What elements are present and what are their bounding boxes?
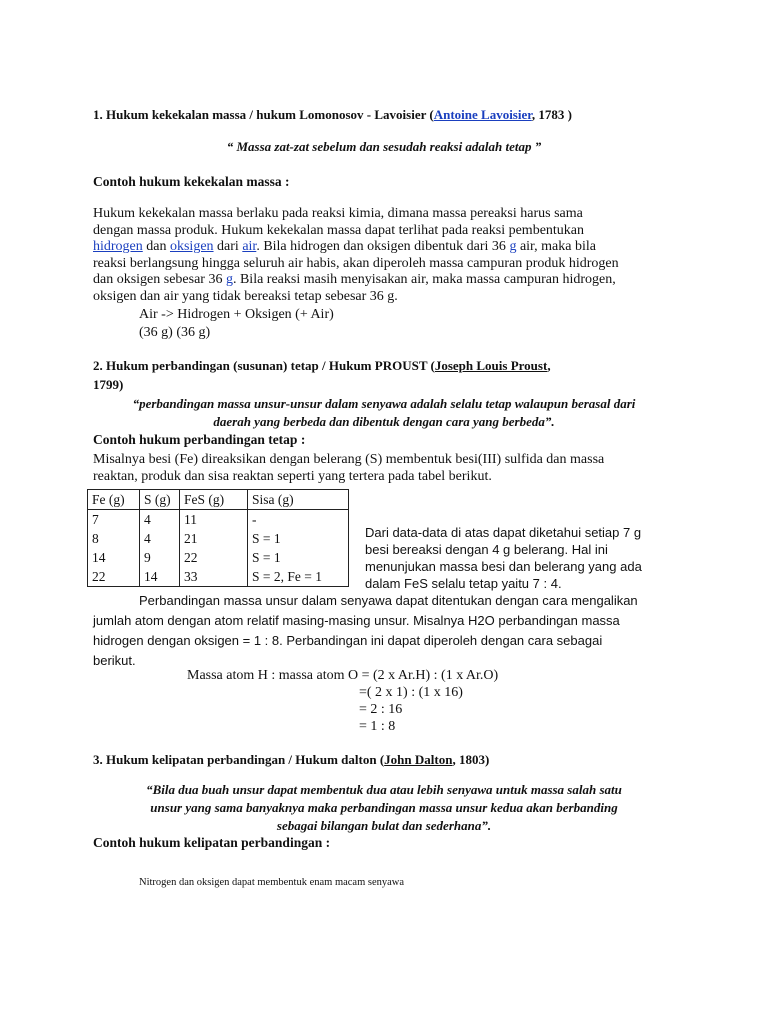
lavoisier-link[interactable]: Antoine Lavoisier	[433, 107, 532, 122]
side-note-line4: dalam FeS selalu tetap yaitu 7 : 4.	[365, 576, 562, 591]
section1-heading-text: 1. Hukum kekekalan massa / hukum Lomonosov - Lavoisier (	[93, 107, 434, 122]
table-cell: S = 1	[248, 529, 349, 548]
table-cell: -	[248, 510, 349, 530]
calc-line1: Massa atom H : massa atom O = (2 x Ar.H) : (1 x Ar.O)	[187, 668, 499, 683]
table-cell: 14	[140, 567, 180, 587]
section3-heading	[93, 752, 489, 768]
section3-heading-year: , 1803)	[452, 752, 490, 767]
section1-line5	[93, 272, 619, 289]
para-line3: hidrogen dengan oksigen = 1 : 8. Perbandingan ini dapat diperoleh dengan cara sebagai	[93, 633, 603, 648]
table-cell: 33	[180, 567, 248, 587]
section1-line1: Hukum kekekalan massa berlaku pada reaksi kimia, dimana massa pereaksi harus sama	[93, 206, 583, 221]
section3-example-heading: Contoh hukum kelipatan perbandingan :	[93, 835, 331, 850]
calc-line3: = 2 : 16	[359, 702, 403, 717]
section2-quote-line1: “perbandingan massa unsur-unsur dalam senyawa adalah selalu tetap walaupun berasal dari	[132, 396, 636, 411]
table-cell: 22	[88, 567, 140, 587]
air-link[interactable]: air	[242, 239, 257, 255]
section3-quote-line3: sebagai bilangan bulat dan sederhana”.	[276, 818, 492, 833]
section1-line6: oksigen dan air yang tidak bereaksi tetap sebesar 36 g.	[93, 288, 398, 304]
text-fragment: dari	[213, 239, 243, 255]
reaction-masses: (36 g) (36 g)	[139, 325, 211, 340]
text-fragment: ,	[547, 358, 551, 373]
para-line2: jumlah atom dengan atom relatif masing-masing unsur. Misalnya H2O perbandingan massa	[93, 613, 620, 628]
para-line4: berikut.	[93, 653, 136, 668]
table-cell: 4	[140, 510, 180, 530]
oksigen-link[interactable]: oksigen	[169, 239, 214, 255]
dalton-name: John Dalton	[384, 752, 453, 767]
side-note-line2: besi bereaksi dengan 4 g belerang. Hal ini	[365, 542, 608, 557]
section2-example-heading: Contoh hukum perbandingan tetap :	[93, 432, 306, 447]
table-row	[88, 529, 349, 548]
section2-heading-year: 1799)	[93, 377, 124, 392]
section1-line4: reaksi berlangsung hingga seluruh air habis, akan diperoleh massa campuran produk hidrogen	[93, 255, 619, 271]
calc-line2: =( 2 x 1) : (1 x 16)	[359, 685, 463, 700]
gram-link[interactable]: g	[509, 239, 517, 255]
side-note-line3: menunjukan massa besi dan belerang yang ada	[365, 559, 642, 574]
text-fragment: . Bila hidrogen dan oksigen dibentuk dari 36	[256, 239, 510, 255]
section1-quote: “ Massa zat-zat sebelum dan sesudah reaksi adalah tetap ”	[226, 139, 542, 154]
fe-s-table	[87, 489, 349, 587]
section1-line3	[93, 239, 619, 256]
table-side-note	[365, 524, 642, 592]
section2-heading-text: 2. Hukum perbandingan (susunan) tetap / Hukum PROUST (	[93, 358, 435, 373]
proust-name: Joseph Louis Proust	[434, 358, 548, 373]
section1-paragraph	[93, 206, 619, 306]
text-fragment: . Bila reaksi masih menyisakan air, maka massa campuran hidrogen,	[232, 272, 616, 288]
section2-quote-line2: daerah yang berbeda dan dibentuk dengan cara yang berbeda”.	[213, 414, 555, 429]
table-header-cell: Fe (g)	[88, 490, 140, 510]
reaction-equation: Air -> Hidrogen + Oksigen (+ Air)	[139, 307, 334, 322]
section1-example-heading: Contoh hukum kekekalan massa :	[93, 174, 290, 189]
table-header-cell: S (g)	[140, 490, 180, 510]
table-cell: S = 1	[248, 548, 349, 567]
section3-quote-line1: “Bila dua buah unsur dapat membentuk dua atau lebih senyawa untuk massa salah satu	[146, 782, 622, 797]
table-cell: 21	[180, 529, 248, 548]
hidrogen-link[interactable]: hidrogen	[93, 239, 143, 255]
section1-heading	[93, 107, 572, 123]
table-cell: S = 2, Fe = 1	[248, 567, 349, 587]
table-cell: 9	[140, 548, 180, 567]
table-cell: 11	[180, 510, 248, 530]
calc-line4: = 1 : 8	[359, 719, 396, 734]
table-header-row	[88, 490, 349, 510]
section2-heading	[93, 358, 551, 374]
section3-note: Nitrogen dan oksigen dapat membentuk enam macam senyawa	[139, 877, 405, 888]
table-row	[88, 510, 349, 530]
section2-intro	[93, 452, 604, 485]
para-line1: Perbandingan massa unsur dalam senyawa dapat ditentukan dengan cara mengalikan	[139, 593, 638, 608]
table-header-cell: Sisa (g)	[248, 490, 349, 510]
side-note-line1: Dari data-data di atas dapat diketahui setiap 7 g	[365, 525, 642, 540]
table-row	[88, 548, 349, 567]
gram-link[interactable]: g	[225, 272, 233, 288]
table-header-cell: FeS (g)	[180, 490, 248, 510]
table-cell: 8	[88, 529, 140, 548]
section3-heading-text: 3. Hukum kelipatan perbandingan / Hukum dalton (	[93, 752, 385, 767]
table-row	[88, 567, 349, 587]
text-fragment: dan oksigen sebesar 36	[93, 272, 226, 288]
section1-line2: dengan massa produk. Hukum kekekalan massa dapat terlihat pada reaksi pembentukan	[93, 222, 585, 238]
text-fragment: dan	[142, 239, 170, 255]
section2-paragraph	[93, 591, 638, 671]
intro-line1: Misalnya besi (Fe) direaksikan dengan belerang (S) membentuk besi(III) sulfida dan massa	[93, 452, 605, 467]
table-cell: 4	[140, 529, 180, 548]
table-cell: 14	[88, 548, 140, 567]
section3-quote-line2: unsur yang sama banyaknya maka perbandingan massa unsur kedua akan berbanding	[150, 800, 618, 815]
section1-heading-year: , 1783 )	[531, 107, 572, 122]
intro-line2: reaktan, produk dan sisa reaktan seperti yang tertera pada tabel berikut.	[93, 468, 492, 484]
table-cell: 7	[88, 510, 140, 530]
text-fragment: air, maka bila	[516, 239, 596, 255]
table-cell: 22	[180, 548, 248, 567]
